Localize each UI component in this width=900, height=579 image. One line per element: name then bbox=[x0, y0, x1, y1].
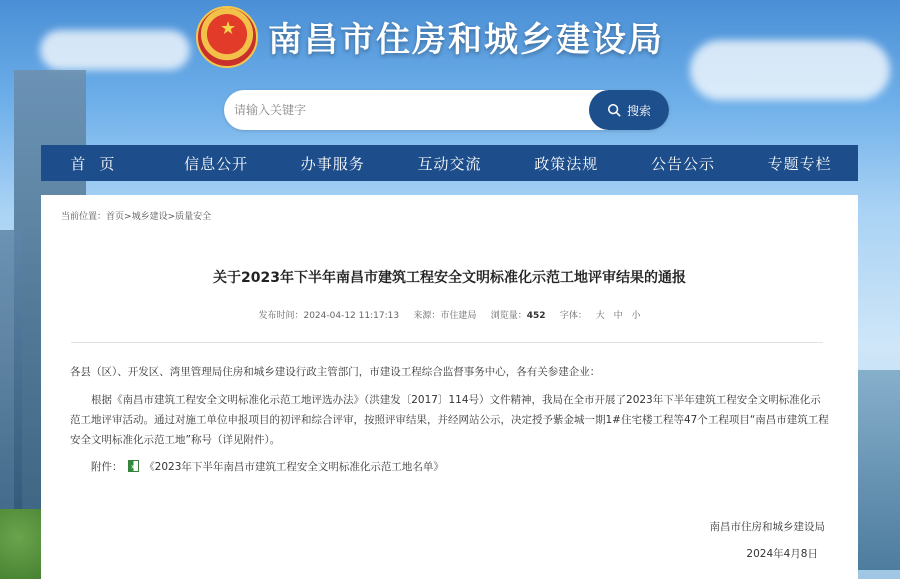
breadcrumb-home[interactable]: 首页 bbox=[106, 212, 125, 222]
publish-time: 2024-04-12 11:17:13 bbox=[303, 311, 400, 321]
nav-item-announcements[interactable]: 公告公示 bbox=[650, 154, 715, 173]
article-paragraph: 根据《南昌市建筑工程安全文明标准化示范工地评选办法》（洪建发〔2017〕114号）文件精神，我局在全市开展了2023年下半年建筑工程安全文明标准化示范工地评审活动。通过对施工单位申报项目的初评和综合评审，按照评审结果，并经网站公示，决定授予紫金城一期1#住宅楼工程等47个工程项目“南昌市建筑工程安全文明标准化示范工地”称号（详见附件）。 bbox=[70, 394, 829, 446]
nav-item-special-topics[interactable]: 专题专栏 bbox=[767, 154, 832, 173]
signature: 南昌市住房和城乡建设局 bbox=[709, 521, 825, 533]
search-button-label: 搜索 bbox=[626, 103, 651, 118]
signature-date: 2024年4月8日 bbox=[746, 548, 818, 560]
excel-file-icon bbox=[128, 460, 139, 472]
attachment bbox=[91, 459, 444, 474]
breadcrumb-prefix: 当前位置： bbox=[61, 212, 107, 222]
article-panel bbox=[41, 195, 858, 579]
source: 市住建局 bbox=[440, 311, 477, 321]
publish-time-label: 发布时间： bbox=[258, 311, 304, 321]
nav-item-services[interactable]: 办事服务 bbox=[300, 154, 365, 173]
main-nav bbox=[41, 145, 858, 181]
svg-text:x: x bbox=[130, 463, 135, 471]
nav-item-policies[interactable]: 政策法规 bbox=[534, 154, 599, 173]
nav-item-interaction[interactable]: 互动交流 bbox=[417, 154, 482, 173]
attachment-link[interactable]: 《2023年下半年南昌市建筑工程安全文明标准化示范工地名单》 bbox=[144, 461, 444, 473]
breadcrumb-quality-safety[interactable]: 质量安全 bbox=[175, 212, 212, 222]
site-title: 南昌市住房和城乡建设局 bbox=[268, 20, 664, 60]
search-button[interactable] bbox=[589, 90, 669, 130]
font-size-label: 字体： bbox=[559, 311, 587, 321]
font-size-small[interactable]: 小 bbox=[631, 311, 641, 321]
background-building bbox=[0, 230, 22, 530]
source-label: 来源： bbox=[413, 311, 441, 321]
breadcrumb-separator: > bbox=[167, 212, 176, 222]
background-building bbox=[856, 370, 900, 570]
national-emblem-icon: ★ bbox=[196, 6, 258, 68]
search-input[interactable] bbox=[234, 96, 584, 124]
search-icon bbox=[607, 103, 621, 117]
nav-item-info-disclosure[interactable]: 信息公开 bbox=[184, 154, 249, 173]
views-label: 浏览量： bbox=[490, 311, 527, 321]
search-bar bbox=[224, 90, 669, 130]
font-size-medium[interactable]: 中 bbox=[613, 311, 623, 321]
breadcrumb bbox=[61, 209, 211, 222]
attachment-label: 附件： bbox=[91, 461, 123, 473]
article-salutation: 各县（区）、开发区、湾里管理局住房和城乡建设行政主管部门，市建设工程综合监督事务中心，各有关参建企业： bbox=[70, 366, 601, 378]
article-title: 关于2023年下半年南昌市建筑工程安全文明标准化示范工地评审结果的通报 bbox=[213, 270, 686, 286]
view-count: 452 bbox=[526, 311, 546, 321]
site-header bbox=[0, 0, 900, 80]
breadcrumb-urban-rural[interactable]: 城乡建设 bbox=[131, 212, 168, 222]
divider bbox=[71, 342, 823, 343]
breadcrumb-separator: > bbox=[124, 212, 132, 222]
font-size-large[interactable]: 大 bbox=[595, 311, 605, 321]
article-meta bbox=[41, 308, 858, 321]
nav-item-home[interactable]: 首页 bbox=[70, 154, 129, 173]
